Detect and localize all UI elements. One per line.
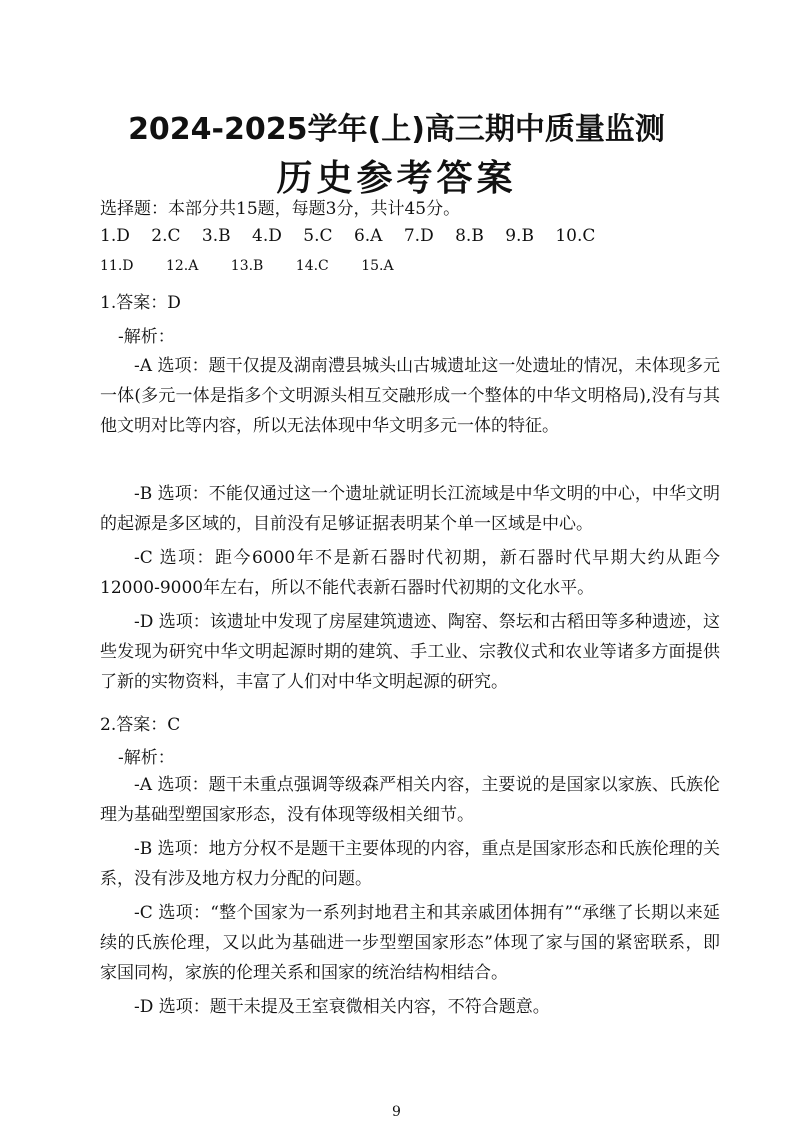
- q1-option-d: -D 选项：该遗址中发现了房屋建筑遗迹、陶窑、祭坛和古稻田等多种遗迹，这些发现为研究中华文明起源时期的建筑、手工业、宗教仪式和农业等诸多方面提供了新的实物资料，丰富了人们对中华文明起源的研究。: [100, 612, 720, 692]
- q2-option-b: -B 选项：地方分权不是题干主要体现的内容，重点是国家形态和氏族伦理的关系，没有涉及地方权力分配的问题。: [100, 839, 720, 889]
- answer-item: 7.D: [403, 226, 434, 246]
- q1-option-a: -A 选项：题干仅提及湖南澧县城头山古城遗址这一处遗址的情况，未体现多元一体(多元一体是指多个文明源头相互交融形成一个整体的中华文明格局),没有与其他文明对比等内容，所以无法体现中华文明多元一体的特征。: [100, 356, 720, 436]
- q2-option-c: -C 选项：“整个国家为一系列封地君主和其亲戚团体拥有”“承继了长期以来延续的氏族伦理，又以此为基础进一步型塑国家形态”体现了家与国的紧密联系，即家国同构，家族的伦理关系和国家的统治结构相结合。: [100, 903, 720, 983]
- document-subtitle: 历史参考答案: [276, 158, 517, 199]
- q2-option-a: -A 选项：题干未重点强调等级森严相关内容，主要说的是国家以家族、氏族伦理为基础型塑国家形态，没有体现等级相关细节。: [100, 775, 720, 825]
- answer-item: 9.B: [505, 226, 534, 246]
- q1-analysis-label: -解析：: [118, 327, 175, 347]
- q1-option-b: -B 选项：不能仅通过这一个遗址就证明长江流域是中华文明的中心，中华文明的起源是多区域的，目前没有足够证据表明某个单一区域是中心。: [100, 484, 720, 534]
- q1-option-c: -C 选项：距今6000年不是新石器时代初期，新石器时代早期大约从距今12000-9000年左右，所以不能代表新石器时代初期的文化水平。: [100, 548, 720, 598]
- answer-row-2: [100, 258, 422, 270]
- answer-item: 14.C: [295, 258, 329, 270]
- q2-answer: 2.答案：C: [100, 715, 181, 735]
- answer-item: 8.B: [455, 226, 484, 246]
- answer-item: 2.C: [151, 226, 181, 246]
- answer-item: 11.D: [100, 258, 134, 270]
- section-intro: 选择题：本部分共15题，每题3分，共计45分。: [100, 199, 461, 219]
- answer-item: 4.D: [252, 226, 282, 246]
- q2-analysis-label: -解析：: [118, 748, 175, 768]
- answer-row-1: [100, 226, 611, 246]
- answer-item: 10.C: [555, 226, 596, 246]
- q2-option-d: -D 选项：题干未提及王室衰微相关内容，不符合题意。: [134, 997, 550, 1017]
- answer-item: 1.D: [100, 226, 130, 246]
- q1-answer: 1.答案：D: [100, 293, 181, 313]
- answer-item: 5.C: [303, 226, 333, 246]
- answer-item: 3.B: [201, 226, 231, 246]
- answer-item: 6.A: [353, 226, 383, 246]
- answer-item: 15.A: [361, 258, 394, 270]
- page-number: 9: [392, 1104, 401, 1120]
- answer-item: 13.B: [230, 258, 264, 270]
- answer-item: 12.A: [165, 258, 199, 270]
- document-title: 2024-2025学年(上)高三期中质量监测: [128, 112, 665, 147]
